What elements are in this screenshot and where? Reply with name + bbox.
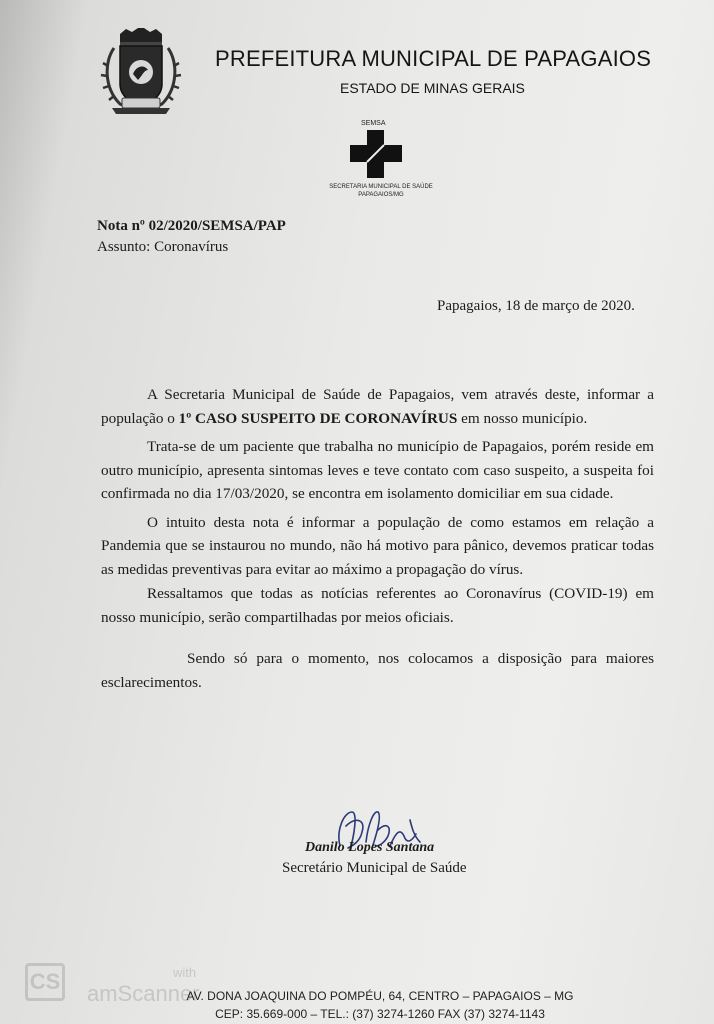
semsa-org-line2: PAPAGAIOS/MG: [358, 192, 404, 198]
semsa-acronym: SEMSA: [361, 120, 386, 127]
date-line: Papagaios, 18 de março de 2020.: [437, 298, 635, 314]
note-reference: [97, 216, 286, 258]
paragraph-2: Trata-se de um paciente que trabalha no município de Papagaios, porém reside em outro município, apresenta sintomas leves e teve contato com caso suspeito, a suspeita foi confirmada no dia 17/03/2020, se encontra em isolamento domiciliar em sua cidade.: [101, 438, 654, 502]
watermark-text-1: with: [173, 965, 197, 980]
health-cross-icon: [350, 130, 402, 178]
footer-line-1: AV. DONA JOAQUINA DO POMPÉU, 64, CENTRO – PAPAGAIOS – MG: [186, 989, 574, 1003]
paragraph-5: Sendo só para o momento, nos colocamos a disposição para maiores esclarecimentos.: [101, 650, 654, 691]
scanner-badge-icon: CS: [25, 963, 65, 1001]
signatory-name: Danilo Lopes Santana: [305, 840, 435, 855]
header-subtitle: ESTADO DE MINAS GERAIS: [340, 80, 525, 96]
header-title: PREFEITURA MUNICIPAL DE PAPAGAIOS: [215, 46, 652, 71]
letter-body: [101, 383, 654, 694]
paragraph-4: Ressaltamos que todas as notícias referentes ao Coronavírus (COVID-19) em nosso município, serão compartilhadas por meios oficiais.: [101, 585, 654, 626]
watermark-text-2: amScanner: [87, 981, 200, 1006]
note-subject: Assunto: Coronavírus: [97, 239, 229, 255]
semsa-org-line1: SECRETARIA MUNICIPAL DE SAÚDE: [329, 184, 433, 190]
footer-address: [150, 987, 610, 1023]
note-number: Nota nº 02/2020/SEMSA/PAP: [97, 218, 286, 234]
paragraph-3: O intuito desta nota é informar a população de como estamos em relação a Pandemia que se instaurou no mundo, não há motivo para pânico, devemos praticar todas as medidas preventivas para evitar ao máximo a propagação do vírus.: [101, 513, 654, 578]
paragraph-1: A Secretaria Municipal de Saúde de Papagaios, vem através deste, informar a população o 1º CASO SUSPEITO DE CORONAVÍRUS em nosso município.: [101, 386, 654, 427]
municipal-coat-of-arms-icon: [98, 26, 184, 116]
signatory-title: Secretário Municipal de Saúde: [282, 860, 467, 876]
semsa-org-name: [326, 183, 436, 199]
footer-line-2: CEP: 35.669-000 – TEL.: (37) 3274-1260 FAX (37) 3274-1143: [215, 1007, 545, 1021]
